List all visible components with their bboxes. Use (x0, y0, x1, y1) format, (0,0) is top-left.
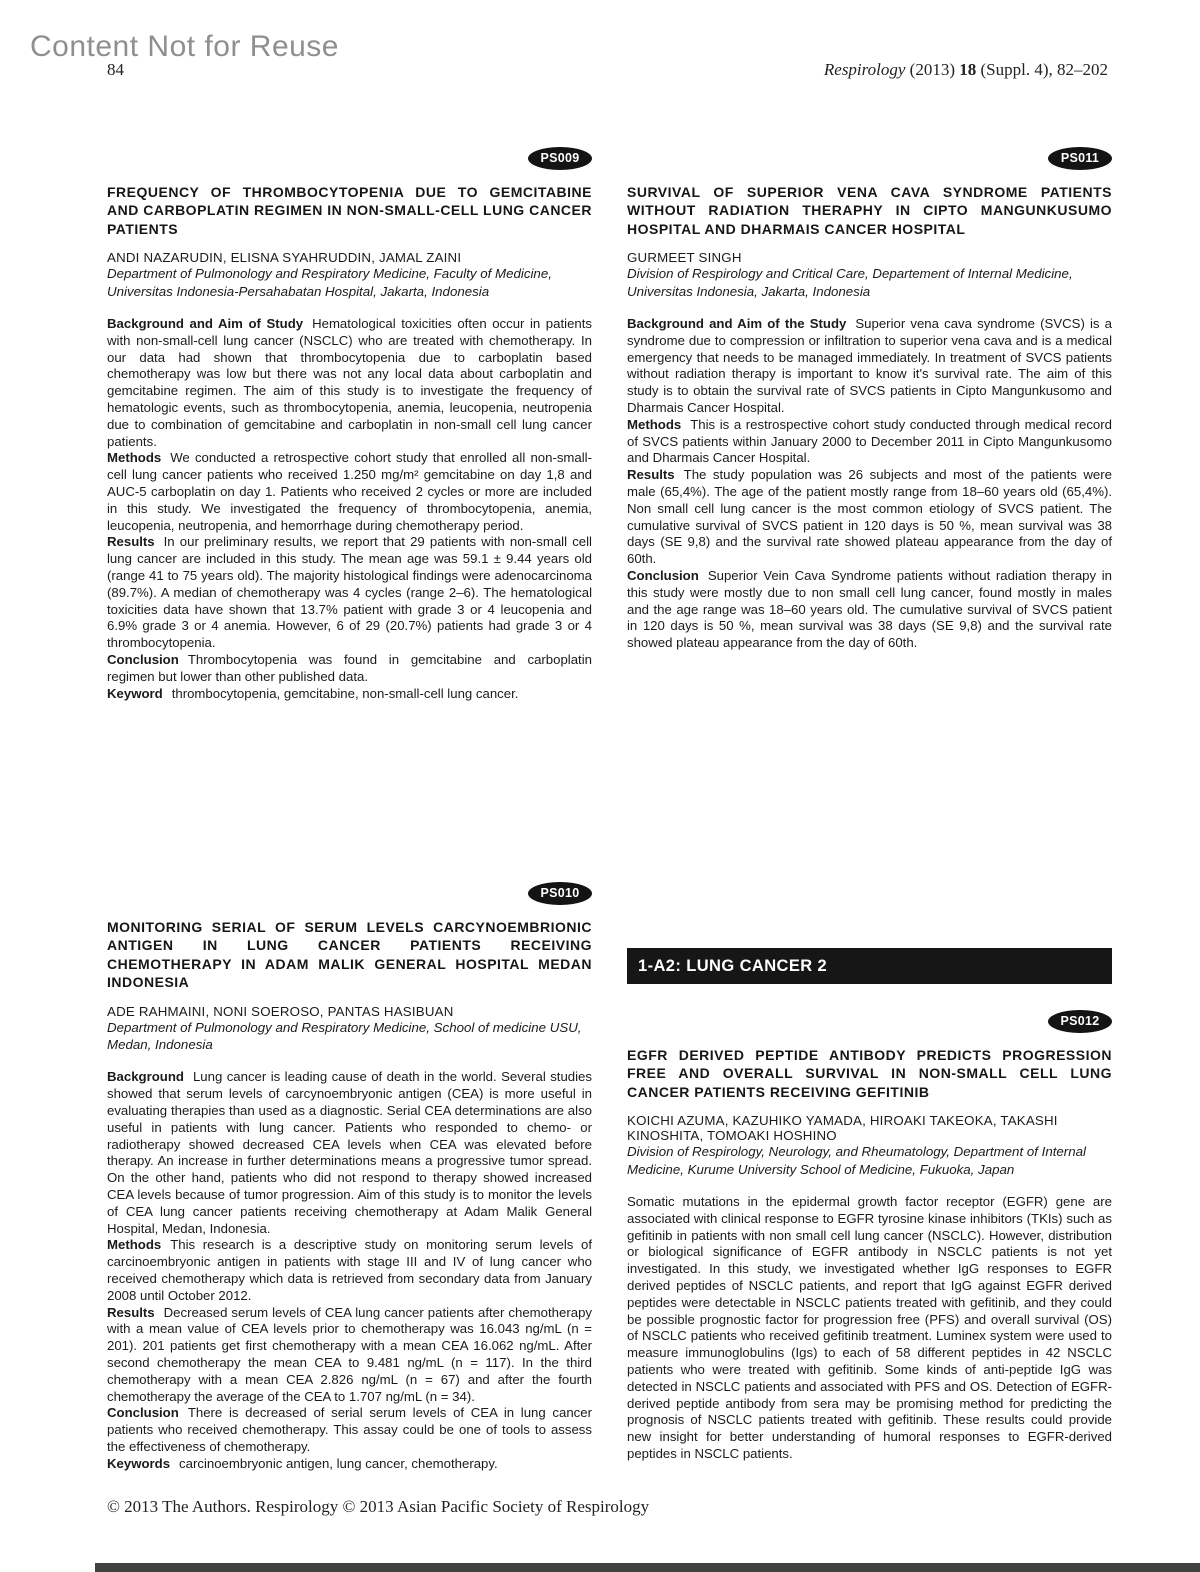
watermark-text: Content Not for Reuse (30, 30, 339, 63)
abstract-section (107, 534, 592, 652)
abstract-body (627, 316, 1112, 652)
abstract-affiliation: Division of Respirology, Neurology, and Rheumatology, Department of Internal Medicine, Kurume University School of Medicine, Fukuoka, Japan (627, 1144, 1086, 1177)
section-text: The study population was 26 subjects and most of the patients were male (65,4%). The age of the patient mostly range from 18–60 years old (65,4%). Non small cell lung cancer is the most common etiology of SVCS patient. The cumulative survival of SVCS patient in 120 days is 50 %, mean survival was 38 days (SE 9,8) and the survival rate showed plateau appearance from the day of 60th. (627, 467, 1112, 567)
abstract-body (107, 1069, 592, 1472)
section-label: Conclusion (107, 651, 179, 667)
abstract-section (107, 1305, 592, 1406)
section-text: Hematological toxicities often occur in patients with non-small-cell lung cancer (NSCLC) who are treated with chemotherapy. In our data had shown that thrombocytopenia due to carboplatin based chemotherapy was low but there was not any local data about carboplatin and gemcitabine regimen. The aim of this study is to investigate the frequency of hematologic events, such as thrombocytopenia, anemia, leucopenia, neutropenia due to combination of gemcitabine and carboplatin in non-small cell lung cancer patients. (107, 315, 592, 449)
session-header-bar: 1-A2: LUNG CANCER 2 (627, 948, 1112, 984)
abstract-authors: KOICHI AZUMA, KAZUHIKO YAMADA, HIROAKI TAKEOKA, TAKASHI KINOSHITA, TOMOAKI HOSHINO (627, 1113, 1058, 1144)
abstract-section (107, 1237, 592, 1304)
abstract-id-badge: PS012 (1048, 1010, 1112, 1033)
section-text: carcinoembryonic antigen, lung cancer, chemotherapy. (179, 1455, 498, 1471)
journal-year: (2013) (905, 60, 960, 79)
section-label: Methods (107, 450, 162, 466)
section-text: There is decreased of serial serum levels of CEA in lung cancer patients who received chemotherapy. This assay could be one of tools to assess the effectiveness of chemotherapy. (107, 1405, 592, 1454)
journal-reference (824, 60, 1108, 80)
section-label: Methods (107, 1237, 162, 1253)
abstract-id-badge: PS009 (528, 147, 592, 170)
section-text: Thrombocytopenia was found in gemcitabine and carboplatin regimen but lower than other published data. (107, 651, 592, 684)
section-label: Conclusion (107, 1405, 179, 1421)
abstract-section (107, 686, 592, 703)
abstract-section (627, 1194, 1112, 1463)
journal-issue-pages: (Suppl. 4), 82–202 (976, 60, 1108, 79)
abstract-authors: ADE RAHMAINI, NONI SOEROSO, PANTAS HASIBUAN (107, 1003, 454, 1019)
abstract-authors: GURMEET SINGH (627, 250, 742, 266)
abstract-body (627, 1194, 1112, 1463)
abstract-affiliation: Department of Pulmonology and Respiratory Medicine, Faculty of Medicine, Universitas Indonesia-Persahabatan Hospital, Jakarta, Indonesia (107, 266, 552, 299)
section-label: Keywords (107, 1455, 171, 1471)
abstract-section (107, 652, 592, 686)
abstract-title: SURVIVAL OF SUPERIOR VENA CAVA SYNDROME PATIENTS WITHOUT RADIATION THERAPHY IN CIPTO MANGUNKUSUMO HOSPITAL AND DHARMAIS CANCER HOSPITAL (627, 184, 1112, 237)
abstract-title: FREQUENCY OF THROMBOCYTOPENIA DUE TO GEMCITABINE AND CARBOPLATIN REGIMEN IN NON-SMALL-CELL LUNG CANCER PATIENTS (107, 184, 592, 237)
section-text: Somatic mutations in the epidermal growth factor receptor (EGFR) gene are associated with clinical response to EGFR tyrosine kinase inhibitors (TKIs) such as gefitinib in patients with non small cell lung cancer (NSCLC). However, distribution or biological significance of EGFR antibody in NSCLC patients is not yet investigated. In this study, we investigated whether IgG responses to EGFR derived peptides of NSCLC patients, and report that IgG against EGFR derived peptides were detectable in NSCLC patients treated with gefitinib, and they could be possible prognostic factor for progression free (PFS) and overall survival (OS) of NSCLC patients who received gefitinib treatment. Luminex system were used to measure immunoglobulins (Igs) to each of 58 different peptides in 42 NSCLC patients who were treated with gefitinib. Some kinds of anti-peptide IgG was detected in NSCLC patients and associated with PFS and OS. Detection of EGFR-derived peptide antibody from sera may be promising method for predicting the prognosis of NSCLC patients treated with gefitinib. These results could provide new insight for better understanding of humoral responses to EGFR-derived peptides in NSCLC patients. (627, 1193, 1112, 1461)
abstract-section (627, 316, 1112, 417)
section-label: Background (107, 1069, 184, 1085)
section-text: Superior Vein Cava Syndrome patients without radiation therapy in this study were mostly due to non small cell lung cancer, found mostly in males and the age range was 18–60 years old. The cumulative survival of SVCS patient in 120 days is 50 %, mean survival was 38 days (SE 9,8) and the survival rate showed plateau appearance from the day of 60th. (627, 567, 1112, 651)
abstract-ps012 (627, 1010, 1112, 1463)
abstract-section (627, 568, 1112, 652)
section-text: We conducted a retrospective cohort study that enrolled all non-small-cell lung cancer patients who received 1.250 mg/m² gemcitabine on day 1,8 and AUC-5 carboplatin on day 1. Patients who received 2 cycles or more are included in this study. We investigated the frequency of thrombocytopenia, anemia, leucopenia, neutropenia, and hemorrhage during chemotherapy period. (107, 450, 592, 533)
section-text: This is a restrospective cohort study conducted through medical record of SVCS patients within January 2000 to December 2011 in Cipto Mangunkusomo and Dharmais Cancer Hospital. (627, 416, 1112, 466)
abstract-affiliation: Division of Respirology and Critical Care, Departement of Internal Medicine, Universitas Indonesia, Jakarta, Indonesia (627, 266, 1073, 299)
abstract-authors: ANDI NAZARUDIN, ELISNA SYAHRUDDIN, JAMAL ZAINI (107, 250, 462, 266)
section-text: In our preliminary results, we report that 29 patients with non-small cell lung cancer are included in this study. The mean age was 59.1 ± 9.44 years old (range 41 to 75 years old). The majority histological findings were adenocarcinoma (89.7%). A median of chemotherapy was 4 cycles (range 2–6). The hematological toxicities data have shown that 13.7% patient with grade 3 or 4 leucopenia and 6.9% grade 3 or 4 anemia. However, 6 of 29 (20.7%) patients had grade 3 or 4 thrombocytopenia. (107, 534, 592, 651)
abstract-body (107, 316, 592, 702)
abstract-section (107, 450, 592, 534)
abstract-section (107, 1069, 592, 1237)
abstract-id-badge: PS010 (528, 882, 592, 905)
bottom-edge-bar (95, 1563, 1200, 1572)
section-text: Lung cancer is leading cause of death in the world. Several studies showed that serum levels of carcynoembryonic antigen (CEA) is more useful in evaluating therapies than used as a diagnostic. Serial CEA determinations are also useful in patients with lung cancer. Patients who responded to chemo- or radiotherapy showed decreased CEA levels when CEA was elevated before therapy. An increase in further determinations means a progressive tumor spread. On the other hand, patients who did not respond to therapy showed increased CEA levels because of tumor progression. Aim of this study is to monitor the levels of CEA lung cancer patients receiving chemotherapy at Adam Malik General Hospital, Medan, Indonesia. (107, 1069, 592, 1236)
abstract-ps010 (107, 882, 592, 1473)
abstract-section (107, 1405, 592, 1455)
abstract-ps009 (107, 147, 592, 702)
section-label: Results (627, 467, 675, 483)
abstract-title: EGFR DERIVED PEPTIDE ANTIBODY PREDICTS PROGRESSION FREE AND OVERALL SURVIVAL IN NON-SMALL CELL LUNG CANCER PATIENTS RECEIVING GEFITINIB (627, 1047, 1112, 1100)
right-lower-region (627, 948, 1112, 1463)
section-label: Results (107, 1304, 155, 1320)
journal-title: Respirology (823, 60, 906, 79)
abstract-id-badge: PS011 (1048, 147, 1112, 170)
abstract-section (107, 316, 592, 450)
page-number: 84 (107, 60, 124, 79)
abstract-affiliation: Department of Pulmonology and Respiratory Medicine, School of medicine USU, Medan, Indonesia (107, 1019, 582, 1053)
copyright-footer: © 2013 The Authors. Respirology © 2013 Asian Pacific Society of Respirology (107, 1497, 650, 1516)
section-text: Decreased serum levels of CEA lung cancer patients after chemotherapy with a mean value of CEA levels prior to chemotherapy was 16.043 ng/mL (n = 201). 201 patients get first chemotherapy with a mean CEA 16.062 ng/mL. After second chemotherapy the mean CEA to 9.481 ng/mL (n = 117). In the third chemotherapy with a mean CEA 2.826 ng/mL (n = 67) and after the fourth chemotherapy the average of the CEA to 1.707 ng/mL (n = 34). (107, 1304, 592, 1404)
section-label: Conclusion (627, 567, 699, 583)
abstract-section (627, 417, 1112, 467)
section-label: Background and Aim of Study (107, 315, 304, 331)
journal-volume: 18 (959, 60, 977, 79)
section-text: thrombocytopenia, gemcitabine, non-small-cell lung cancer. (171, 685, 519, 701)
section-label: Results (107, 534, 155, 550)
section-label: Keyword (107, 685, 163, 701)
section-label: Background and Aim of the Study (627, 315, 847, 331)
section-label: Methods (627, 416, 682, 432)
abstract-section (107, 1456, 592, 1473)
abstract-section (627, 467, 1112, 568)
abstract-title: MONITORING SERIAL OF SERUM LEVELS CARCYNOEMBRIONIC ANTIGEN IN LUNG CANCER PATIENTS RECEIVING CHEMOTHERAPY IN ADAM MALIK GENERAL HOSPITAL MEDAN INDONESIA (107, 919, 592, 991)
section-text: This research is a descriptive study on monitoring serum levels of carcinoembryonic antigen in patients with stage III and IV of lung cancer who received chemotherapy which data is retrieved from secondary data from January 2008 until October 2012. (107, 1237, 592, 1303)
abstract-ps011 (627, 147, 1112, 652)
section-text: Superior vena cava syndrome (SVCS) is a syndrome due to compression or infiltration to superior vena cava and is a medical emergency that needs to be managed immediately. In treatment of SVCS patients without radiation therapy is important to know it's survival rate. The aim of this study is to obtain the survival rate of SVCS patients in Cipto Mangunkusomo and Dharmais Cancer Hospital. (627, 315, 1112, 415)
